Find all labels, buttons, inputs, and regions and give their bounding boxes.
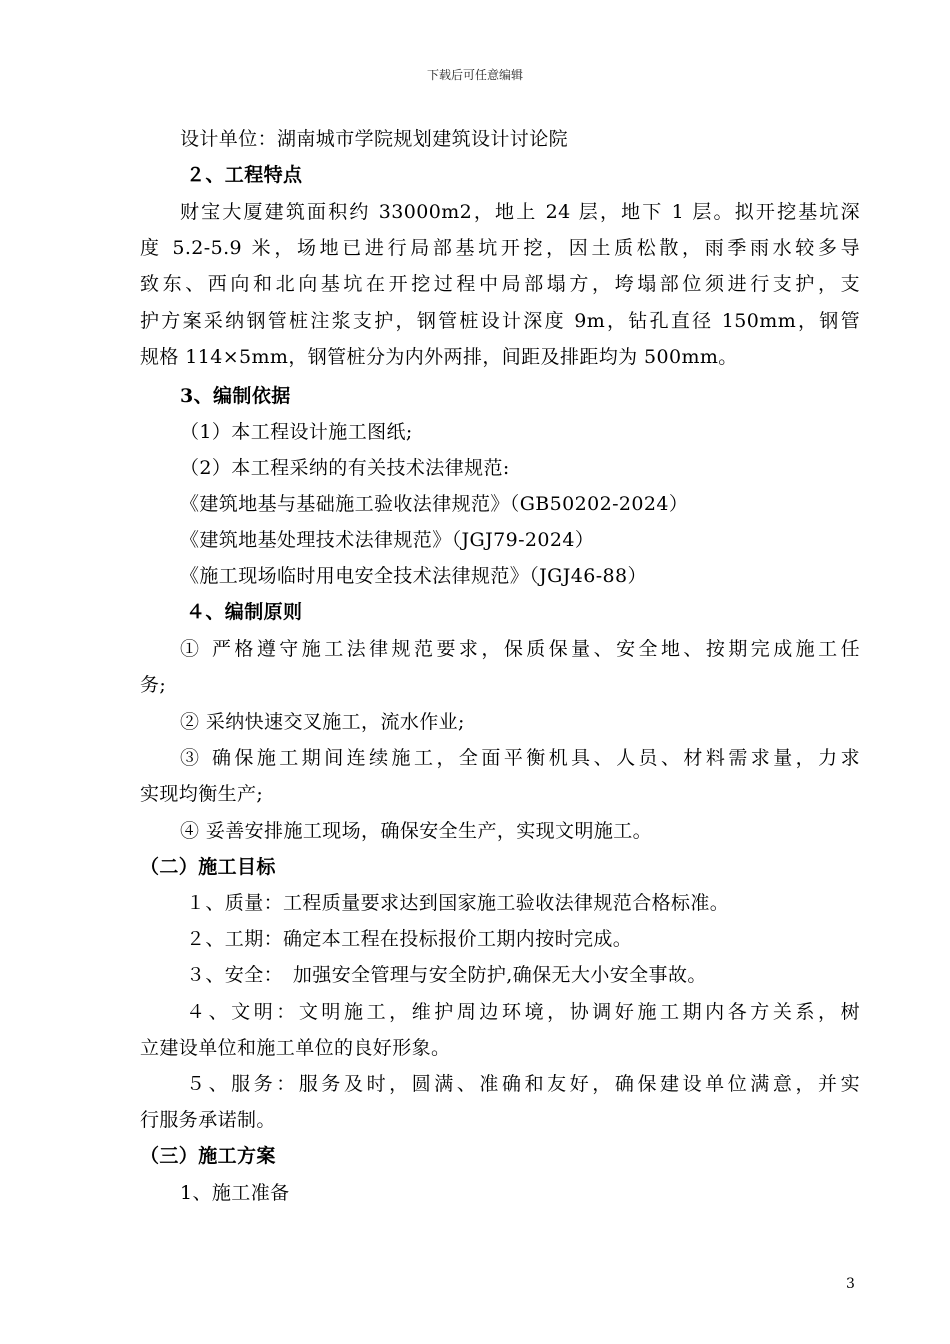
section-heading-goals: （二）施工目标 xyxy=(140,856,276,878)
page-number: 3 xyxy=(846,1276,855,1292)
goal-item: １、质量：工程质量要求达到国家施工验收法律规范合格标准。 xyxy=(186,892,730,914)
principle-item-continued: 务; xyxy=(140,674,167,696)
standard-reference: 《施工现场临时用电安全技术法律规范》（JGJ46-88） xyxy=(180,565,647,587)
goal-item: ３、安全： 加强安全管理与安全防护,确保无大小安全事故。 xyxy=(186,964,707,986)
principle-item: ① 严格遵守施工法律规范要求，保质保量、安全地、按期完成施工任 xyxy=(180,638,860,660)
principle-item: ③ 确保施工期间连续施工，全面平衡机具、人员、材料需求量，力求 xyxy=(180,747,860,769)
principle-item: ④ 妥善安排施工现场，确保安全生产，实现文明施工。 xyxy=(180,820,653,842)
section-heading-plan: （三）施工方案 xyxy=(140,1145,276,1167)
paragraph-line: 财宝大厦建筑面积约 33000m2，地上 24 层，地下 1 层。拟开挖基坑深 xyxy=(180,201,860,223)
paragraph-line: 度 5.2-5.9 米，场地已进行局部基坑开挖，因土质松散，雨季雨水较多导 xyxy=(140,237,860,259)
design-unit-line: 设计单位：湖南城市学院规划建筑设计讨论院 xyxy=(180,128,569,150)
section-heading-basis: 3、编制依据 xyxy=(180,385,291,407)
principle-item-continued: 实现均衡生产; xyxy=(140,783,264,805)
standard-reference: 《建筑地基与基础施工验收法律规范》（GB50202-2024） xyxy=(180,493,689,515)
goal-item: ５、服务：服务及时，圆满、准确和友好，确保建设单位满意，并实 xyxy=(186,1073,860,1095)
paragraph-line: 致东、西向和北向基坑在开挖过程中局部塌方，垮塌部位须进行支护，支 xyxy=(140,273,860,295)
list-item: （1）本工程设计施工图纸; xyxy=(180,421,413,443)
section-heading-features: ２、工程特点 xyxy=(186,164,303,186)
goal-item: ２、工期：确定本工程在投标报价工期内按时完成。 xyxy=(186,928,633,950)
paragraph-line: 护方案采纳钢管桩注浆支护，钢管桩设计深度 9m，钻孔直径 150mm，钢管 xyxy=(140,310,860,332)
page-header: 下载后可任意编辑 xyxy=(426,68,523,82)
subsection-heading: 1、施工准备 xyxy=(180,1182,290,1204)
principle-item: ② 采纳快速交叉施工，流水作业; xyxy=(180,711,465,733)
goal-item-continued: 行服务承诺制。 xyxy=(140,1109,276,1131)
list-item: （2）本工程采纳的有关技术法律规范: xyxy=(180,457,510,479)
goal-item-continued: 立建设单位和施工单位的良好形象。 xyxy=(140,1037,451,1059)
standard-reference: 《建筑地基处理技术法律规范》（JGJ79-2024） xyxy=(180,529,595,551)
section-heading-principles: ４、编制原则 xyxy=(186,601,303,623)
paragraph-line: 规格 114×5mm，钢管桩分为内外两排，间距及排距均为 500mm。 xyxy=(140,346,738,368)
goal-item: ４、文明：文明施工，维护周边环境，协调好施工期内各方关系，树 xyxy=(186,1001,860,1023)
